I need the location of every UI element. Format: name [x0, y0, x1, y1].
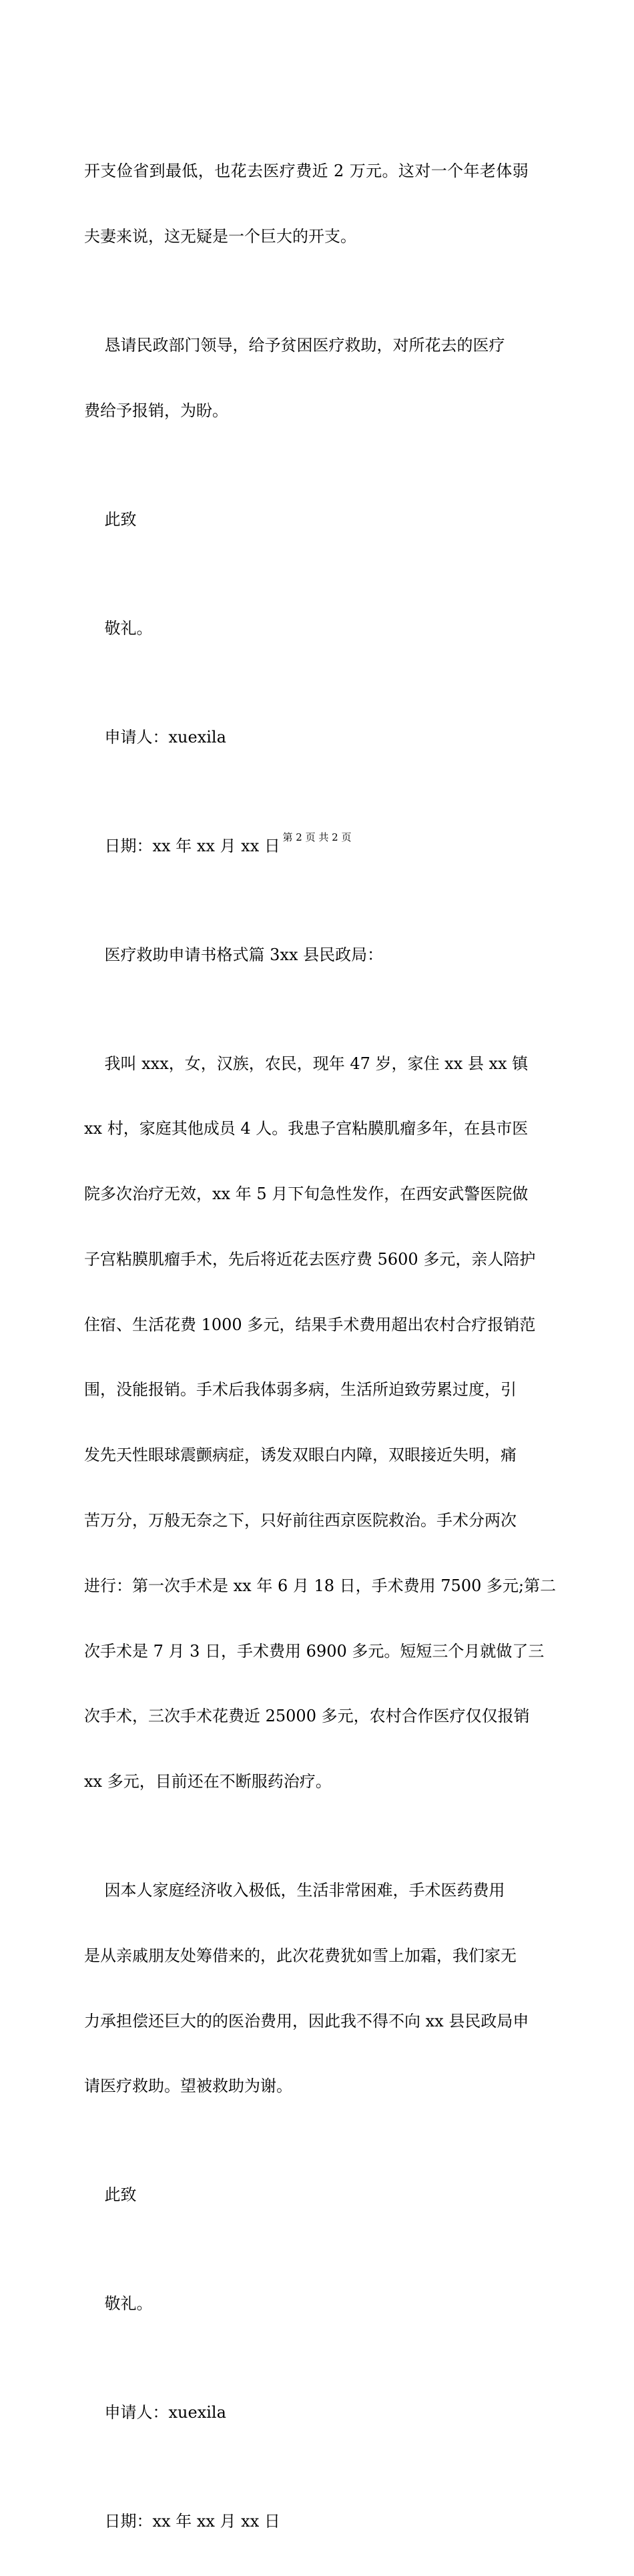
text-line: 住宿、生活花费 1000 多元，结果手术费用超出农村合疗报销范 — [84, 1315, 536, 1334]
page-footer — [0, 830, 634, 845]
text-line: 次手术，三次手术花费近 25000 多元，农村合作医疗仅仅报销 — [84, 1707, 530, 1726]
text-line: 开支俭省到最低，也花去医疗费近 2 万元。这对一个年老体弱 — [84, 162, 529, 181]
text-line: 此致 — [84, 509, 137, 529]
text-line: 我叫 xxx，女，汉族，农民，现年 47 岁，家住 xx 县 xx 镇 — [84, 1054, 529, 1073]
text-line: 请医疗救助。望被救助为谢。 — [84, 2077, 292, 2096]
text-line: 力承担偿还巨大的的医治费用，因此我不得不向 xx 县民政局申 — [84, 2011, 529, 2030]
text-line: 敬礼。 — [84, 618, 153, 638]
document-body — [84, 117, 557, 2576]
paragraph — [84, 1009, 557, 1836]
text-line: 围，没能报销。手术后我体弱多病，生活所迫致劳累过度，引 — [84, 1380, 517, 1400]
text-line: 此致 — [84, 2185, 137, 2205]
text-line: 院多次治疗无效，xx 年 5 月下旬急性发作，在西安武警医院做 — [84, 1185, 529, 1204]
text-line: 恳请民政部门领导，给予贫困医疗救助，对所花去的医疗 — [84, 335, 505, 355]
text-line: 因本人家庭经济收入极低，生活非常困难，手术医药费用 — [84, 1881, 505, 1900]
text-line: 是从亲戚朋友处筹借来的，此次花费犹如雪上加霜，我们家无 — [84, 1946, 517, 1965]
text-line: 日期：xx 年 xx 月 xx 日 — [84, 836, 280, 855]
text-line: 次手术是 7 月 3 日，手术费用 6900 多元。短短三个月就做了三 — [84, 1641, 545, 1661]
text-line: 费给予报销，为盼。 — [84, 401, 228, 420]
page-number: 第 2 页 共 2 页 — [282, 831, 352, 843]
text-line: 苦万分，万般无奈之下，只好前往西京医院救治。手术分两次 — [84, 1511, 517, 1530]
closing-salutation — [84, 2141, 551, 2249]
text-line: xx 多元，目前还在不断服药治疗。 — [84, 1772, 332, 1791]
text-line: 进行：第一次手术是 xx 年 6 月 18 日，手术费用 7500 多元;第二 — [84, 1576, 557, 1595]
text-line: 子宫粘膜肌瘤手术，先后将近花去医疗费 5600 多元，亲人陪护 — [84, 1249, 536, 1269]
text-line: 敬礼。 — [84, 2294, 153, 2314]
text-line: 申请人：xuexila — [84, 2403, 226, 2422]
text-line: 夫妻来说，这无疑是一个巨大的开支。 — [84, 226, 356, 246]
date-line — [84, 791, 551, 900]
paragraph — [84, 291, 551, 465]
text-line: 日期：xx 年 xx 月 xx 日 — [84, 2512, 280, 2531]
closing-regards — [84, 2249, 551, 2358]
text-line: 医疗救助申请书格式篇 3xx 县民政局： — [84, 945, 384, 964]
paragraph — [84, 1836, 551, 2141]
text-line: 发先天性眼球震颤病症，诱发双眼白内障，双眼接近失明，痛 — [84, 1446, 517, 1465]
text-line: xx 村，家庭其他成员 4 人。我患子宫粘膜肌瘤多年，在县市医 — [84, 1119, 529, 1138]
date-line — [84, 2467, 551, 2576]
applicant-line — [84, 2358, 551, 2467]
closing-regards — [84, 574, 551, 682]
paragraph — [84, 117, 551, 291]
section-heading — [84, 900, 551, 1009]
applicant-line — [84, 682, 551, 791]
closing-salutation — [84, 465, 551, 574]
text-line: 申请人：xuexila — [84, 727, 226, 746]
